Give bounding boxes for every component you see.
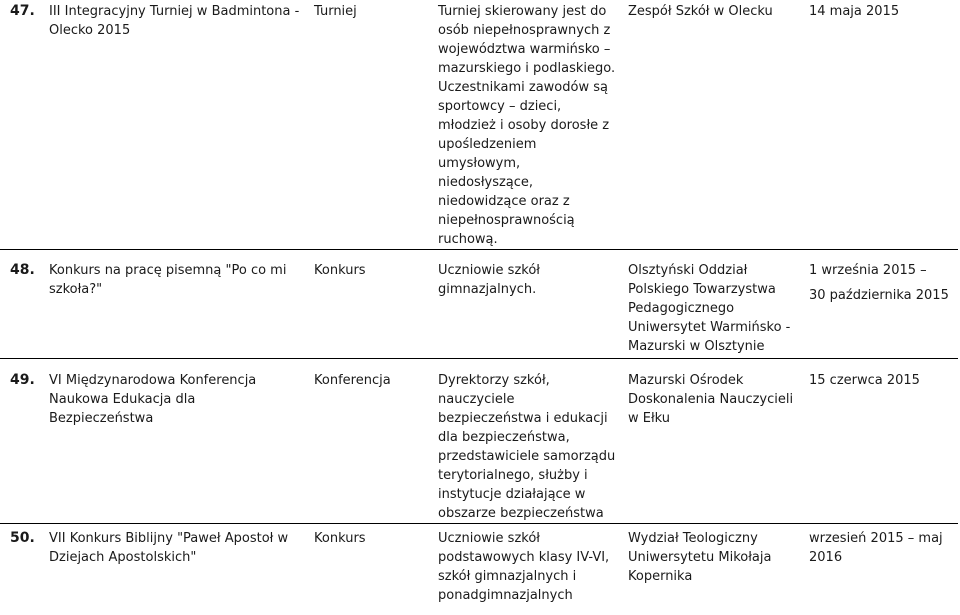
event-name: VI Międzynarodowa Konferencja Naukowa Edukacja dla Bezpieczeństwa (43, 359, 308, 524)
event-date: 15 czerwca 2015 (803, 359, 958, 524)
event-date-start: 1 września 2015 – (809, 261, 952, 280)
event-audience: Uczniowie szkół podstawowych klasy IV-VI, szkół gimnazjalnych i ponadgimnazjalnych (432, 524, 622, 615)
table-row (0, 359, 958, 524)
event-name: III Integracyjny Turniej w Badmintona - Olecko 2015 (43, 0, 308, 250)
event-audience: Dyrektorzy szkół, nauczyciele bezpieczeństwa i edukacji dla bezpieczeństwa, przedstawiciele samorządu terytorialnego, służby i instytucje działające w obszarze bezpieczeństwa (432, 359, 622, 524)
table-row (0, 250, 958, 359)
table-row (0, 524, 958, 615)
event-type: Turniej (308, 0, 432, 250)
event-audience: Turniej skierowany jest do osób niepełnosprawnych z województwa warmińsko – mazurskiego i podlaskiego. Uczestnikami zawodów są sportowcy – dzieci, młodzież i osoby dorosłe z upośledzeniem umysłowym, niedosłyszące, niedowidzące oraz z niepełnosprawnością ruchową. (432, 0, 622, 250)
event-type: Konkurs (308, 524, 432, 615)
row-number: 49. (0, 359, 43, 524)
table-row (0, 0, 958, 250)
row-number: 48. (0, 250, 43, 359)
event-name: Konkurs na pracę pisemną "Po co mi szkoła?" (43, 250, 308, 359)
row-number: 47. (0, 0, 43, 250)
row-number: 50. (0, 524, 43, 615)
event-audience: Uczniowie szkół gimnazjalnych. (432, 250, 622, 359)
event-organizer: Wydział Teologiczny Uniwersytetu Mikołaja Kopernika (622, 524, 803, 615)
event-organizer: Olsztyński Oddział Polskiego Towarzystwa Pedagogicznego Uniwersytet Warmińsko - Mazurski w Olsztynie (622, 250, 803, 359)
event-date: 14 maja 2015 (803, 0, 958, 250)
event-organizer: Zespół Szkół w Olecku (622, 0, 803, 250)
event-date-cell (803, 250, 958, 359)
event-date: wrzesień 2015 – maj 2016 (803, 524, 958, 615)
event-date-end: 30 października 2015 (809, 286, 952, 305)
event-type: Konkurs (308, 250, 432, 359)
event-name: VII Konkurs Biblijny "Paweł Apostoł w Dziejach Apostolskich" (43, 524, 308, 615)
event-type: Konferencja (308, 359, 432, 524)
event-organizer: Mazurski Ośrodek Doskonalenia Nauczycieli w Ełku (622, 359, 803, 524)
